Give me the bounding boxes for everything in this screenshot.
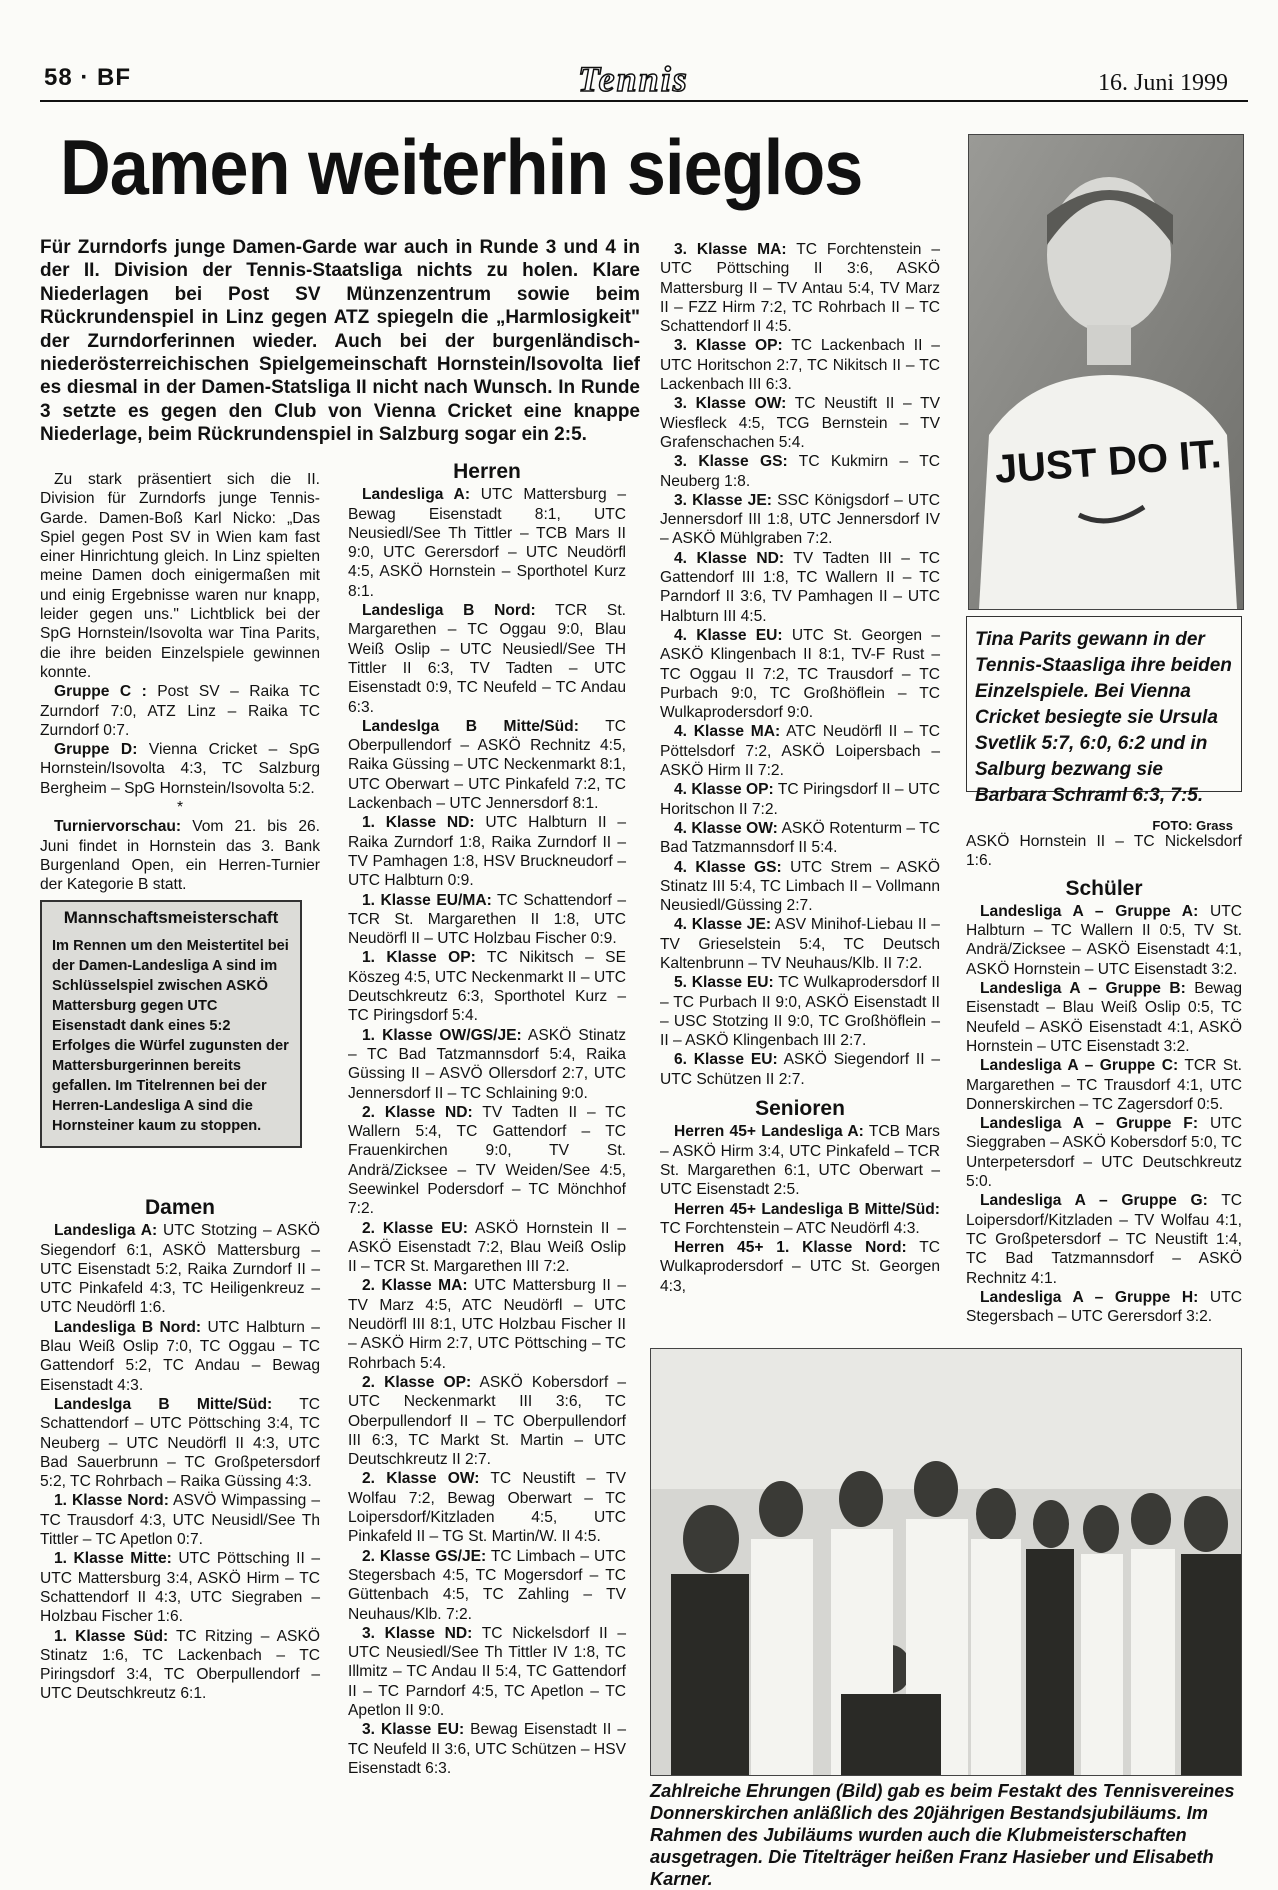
league-label: 2. Klasse OW: — [362, 1470, 480, 1488]
separator-star: * — [176, 799, 184, 817]
result-entry — [40, 1627, 320, 1704]
group-photo — [650, 1348, 1242, 1776]
league-label: 4. Klasse GS: — [674, 858, 782, 876]
result-entry — [660, 915, 940, 973]
league-results: TC Nickelsdorf II – UTC Neusiedl/See Th Tittler IV 1:8, TC Illmitz – TC Andau II 5:4, TC Gattendorf II – TC Parndorf 4:5, TC Apetlon – TC Apetlon II 9:0. — [348, 1624, 627, 1719]
league-label: 3. Klasse OW: — [674, 395, 787, 413]
result-entry — [660, 722, 940, 780]
league-label: Herren 45+ Landesliga B Mitte/Süd: — [674, 1200, 940, 1218]
league-results: TC Forchtenstein – UTC Pöttsching II 3:6, ASKÖ Mattersburg II – TV Antau 5:4, TV Marz II – FZZ Hirm 7:2, TC Rohrbach II – TC Schattendorf II 4:5. — [660, 241, 940, 336]
league-results: ASKÖ Kobersdorf – UTC Neckenmarkt III 3:6, TC Oberpullendorf II – TC Oberpullendorf III 6:3, TC Markt St. Martin – UTC Deutschkreutz II 2:7. — [348, 1373, 626, 1469]
league-label: 6. Klasse EU: — [674, 1051, 778, 1069]
league-label: 4. Klasse OP: — [674, 781, 774, 799]
league-label: 2. Klasse MA: — [362, 1277, 468, 1295]
league-results: UTC Strem – ASKÖ Stinatz III 5:4, TC Limbach II – Vollmann Neusiedl/Güssing 2:7. — [660, 858, 940, 915]
result-entry — [348, 717, 626, 813]
caption-text: Tina Parits gewann in der Tennis-Staasliga ihre beiden Einzelspiele. Bei Vienna Cricket besiegte sie Ursula Svetlik 5:7, 6:0, 6:2 und in Salburg bezwang sie Barbara Schraml 6:3, 7:5. — [975, 629, 1232, 806]
league-results: ASVÖ Wimpassing – TC Trausdorf 4:3, UTC Neusidl/See Th Tittler – TC Apetlon 0:7. — [40, 1492, 320, 1549]
result-entry — [40, 1318, 320, 1395]
league-results: TC Oberpullendorf – ASKÖ Rechnitz 4:5, Raika Güssing – UTC Neckenmarkt 8:1, UTC Oberwart – UTC Pinkafeld 7:2, TC Lackenbach – UTC Jennersdorf 8:1. — [348, 717, 626, 813]
result-entry — [660, 1050, 940, 1089]
result-entry — [966, 979, 1242, 1056]
league-results: TC Piringsdorf II – UTC Horitschon II 7:2. — [660, 781, 940, 818]
league-label: 1. Klasse Mitte: — [54, 1550, 172, 1568]
league-label: 3. Klasse GS: — [674, 453, 788, 471]
league-results: TC Wulkaprodersdorf II – TC Purbach II 9:0, ASKÖ Eisenstadt II – USC Stotzing II 9:0, TC Großhöflein – II – ASKÖ Klingenbach III 2:7. — [660, 974, 940, 1050]
player-photo-image — [969, 135, 1243, 609]
herren-section — [348, 462, 626, 1778]
league-results: TC Ritzing – ASKÖ Stinatz 1:6, TC Lackenbach – TC Piringsdorf 3:4, TC Oberpullendorf – UTC Deutschkreutz 6:1. — [40, 1627, 320, 1703]
league-label: Landesliga B Nord: — [54, 1318, 202, 1336]
schueler-heading: Schüler — [1065, 876, 1143, 900]
result-entry — [40, 1549, 320, 1626]
result-entry — [660, 819, 940, 858]
page-number: 58 · BF — [44, 64, 132, 91]
column-4 — [966, 832, 1242, 1326]
result-entry — [966, 1288, 1242, 1327]
info-box-title: Mannschaftsmeisterschaft — [63, 908, 279, 927]
result-entry — [40, 1395, 320, 1491]
result-entry — [966, 1114, 1242, 1191]
league-label: Landesliga A – Gruppe F: — [980, 1115, 1199, 1133]
result-entry — [660, 336, 940, 394]
result-entry — [660, 1200, 940, 1239]
league-label: Landesliga A – Gruppe H: — [980, 1288, 1199, 1306]
league-label: 1. Klasse ND: — [362, 814, 475, 832]
senioren-heading: Senioren — [755, 1097, 845, 1121]
league-results: TC Lackenbach II – UTC Horitschon 2:7, TC Nikitsch II – TC Lackenbach III 6:3. — [660, 337, 940, 394]
result-entry — [660, 858, 940, 916]
herren-results — [348, 485, 626, 1778]
league-label: Landesliga A: — [54, 1222, 158, 1240]
result-entry — [660, 394, 940, 452]
result-entry — [660, 452, 940, 491]
league-results: TC Forchtenstein – ATC Neudörfl 4:3. — [660, 1219, 920, 1237]
league-label: 3. Klasse ND: — [362, 1624, 473, 1642]
herren-results-continued — [660, 240, 940, 1089]
result-entry — [660, 626, 940, 722]
result-entry — [348, 1276, 626, 1372]
result-entry — [348, 1720, 626, 1778]
league-label: Herren 45+ 1. Klasse Nord: — [674, 1239, 907, 1257]
league-results: SSC Königsdorf – UTC Jennersdorf III 1:8, UTC Jennersdorf IV – ASKÖ Mühlgraben 7:2. — [660, 491, 940, 548]
league-label: 2. Klasse ND: — [362, 1103, 473, 1121]
issue-date: 16. Juni 1999 — [1098, 70, 1229, 96]
league-label: 2. Klasse GS/JE: — [362, 1547, 487, 1565]
group-label: Gruppe C : — [54, 683, 147, 701]
result-entry — [660, 491, 940, 549]
league-results: TC Neustift – TV Wolfau 7:2, Bewag Oberwart – TC Loipersdorf/Kitzladen 4:5, UTC Pinkafeld II – TG St. Martin/W. II 4:5. — [348, 1470, 626, 1546]
shirt-print: JUST DO IT. — [993, 432, 1223, 492]
section-title: Tennis — [578, 59, 689, 99]
league-results: TCB Mars – ASKÖ Hirm 3:4, UTC Pinkafeld – TCR St. Margarethen 6:1, UTC Oberwart – UTC Eisenstadt 2:5. — [660, 1123, 940, 1199]
league-results: TC Neustift II – TV Wiesfleck 4:5, TCG Bernstein – TV Grafenschachen 5:4. — [660, 395, 940, 451]
league-results: ASKÖ Siegendorf II – UTC Schützen II 2:7. — [660, 1051, 940, 1088]
league-label: 4. Klasse JE: — [674, 916, 772, 934]
league-label: 1. Klasse Nord: — [54, 1492, 169, 1510]
league-results: UTC Mattersburg II – TV Marz 4:5, ATC Neudörfl – UTC Neudörfl III 8:1, UTC Holzbau Fischer II – ASKÖ Hirm 2:7, UTC Pöttsching – TC Rohrbach 5:4. — [348, 1277, 626, 1372]
league-label: 4. Klasse EU: — [674, 626, 783, 644]
preview-label: Turniervorschau: — [54, 818, 182, 836]
league-results: TC Limbach – UTC Stegersbach 4:5, TC Mogersdorf – TC Güttenbach 4:5, TC Zahling – TV Neuhaus/Klb. 7:2. — [348, 1547, 626, 1623]
league-label: 3. Klasse MA: — [674, 241, 787, 258]
result-entry — [348, 891, 626, 949]
result-entry — [348, 1373, 626, 1469]
league-results: TV Tadten III – TC Gattendorf III 1:8, TC Wallern II – TC Parndorf II 3:6, TV Pamhagen II – UTC Halbturn III 4:5. — [660, 549, 940, 625]
league-results: ASKÖ Stinatz – TC Bad Tatzmannsdorf 5:4, Raika Güssing II – ASVÖ Ollersdorf 2:7, UTC Jennersdorf II – TC Schlaining 9:0. — [348, 1026, 627, 1102]
league-results: ATC Neudörfl II – TC Pöttelsdorf 7:2, ASKÖ Loipersbach – ASKÖ Hirm II 7:2. — [660, 723, 940, 780]
league-label: 1. Klasse OP: — [362, 949, 476, 967]
league-label: 1. Klasse EU/MA: — [362, 891, 492, 909]
league-results: UTC Stegersbach – UTC Gerersdorf 3:2. — [966, 1288, 1242, 1326]
league-results: ASKÖ Rotenturm – TC Bad Tatzmannsdorf II 5:4. — [660, 819, 941, 857]
result-entry — [348, 1547, 626, 1624]
league-label: 4. Klasse ND: — [674, 549, 785, 567]
header-rule — [40, 100, 1248, 102]
league-label: 4. Klasse MA: — [674, 723, 781, 741]
league-results: Bewag Eisenstadt II – TC Neufeld II 3:6, UTC Schützen – HSV Eisenstadt 6:3. — [348, 1721, 626, 1777]
league-results: ASKÖ Hornstein II – ASKÖ Eisenstadt 7:2, Blau Weiß Oslip II – TCR St. Margarethen III 7:2. — [348, 1219, 626, 1276]
result-entry — [348, 1103, 626, 1219]
league-label: 4. Klasse OW: — [674, 819, 778, 837]
league-results: UTC Halbturn – TC Wallern II 0:5, TV St. Andrä/Zicksee – ASKÖ Eisenstadt 4:1, ASKÖ Hornstein – UTC Eisenstadt 3:2. — [966, 902, 1242, 978]
herren-heading: Herren — [453, 460, 521, 483]
league-results: UTC Sieggraben – ASKÖ Kobersdorf 5:0, TC Unterpetersdorf – UTC Deutschkreutz 5:0. — [966, 1115, 1242, 1191]
result-entry — [660, 549, 940, 626]
result-entry — [966, 1056, 1242, 1114]
league-label: Landeslga B Mitte/Süd: — [54, 1395, 273, 1413]
league-label: 1. Klasse OW/GS/JE: — [362, 1026, 522, 1044]
league-label: 3. Klasse JE: — [674, 491, 772, 509]
league-results: UTC Halbturn II – Raika Zurndorf 1:8, Raika Zurndorf II – TV Pamhagen 1:8, HSV Bruckneudorf – UTC Halbturn 0:9. — [348, 814, 626, 890]
player-photo — [968, 134, 1244, 610]
group-text: Post SV – Raika TC Zurndorf 7:0, ATZ Linz – Raika TC Zurndorf 0:7. — [40, 683, 320, 739]
senioren-results — [660, 1122, 940, 1296]
result-entry — [348, 1624, 626, 1720]
photo-credit: FOTO: Grass — [1152, 818, 1233, 833]
continued-result: ASKÖ Hornstein II – TC Nickelsdorf 1:6. — [966, 833, 1242, 870]
group-photo-caption: Zahlreiche Ehrungen (Bild) gab es beim Festakt des Tennisvereines Donnerskirchen anläßlich des 20jährigen Bestandsjubiläums. Im Rahmen des Jubiläums wurden auch die Klubmeisterschaften ausgetragen. Die Titelträger heißen Franz Hasieber und Elisabeth Karner. — [650, 1781, 1235, 1889]
league-label: 1. Klasse Süd: — [54, 1627, 169, 1645]
result-entry — [348, 1026, 626, 1103]
league-results: UTC Halbturn – Blau Weiß Oslip 7:0, TC Oggau – TC Gattendorf 5:2, TC Andau – Bewag Eisenstadt 4:3. — [40, 1318, 320, 1394]
result-entry — [660, 240, 940, 336]
league-label: Landesliga A – Gruppe A: — [980, 902, 1199, 920]
intro-paragraph: Zu stark präsentiert sich die II. Division für Zurndorfs junge Tennis-Garde. Damen-Boß Karl Nicko: „Das Spiel gegen Post SV in Wien kam fast einer Hinrichtung gleich. In Linz spielten meine Damen doch einigermaßen mit und einig Ergebnisse waren nur knapp, leider gegen uns." Lichtblick bei der SpG Hornstein/Isovolta war Tina Parits, die ihre beiden Einzelspiele gewinnen konnte. — [40, 471, 320, 681]
league-results: TC Wulkaprodersdorf – UTC St. Georgen 4:3, — [660, 1239, 940, 1295]
result-entry — [40, 1491, 320, 1549]
info-box — [40, 900, 302, 1148]
league-label: Landesliga B Nord: — [362, 602, 536, 620]
league-results: TCR St. Margarethen – TC Trausdorf 4:1, UTC Donnerskirchen – TC Zagersdorf 0:5. — [966, 1057, 1242, 1113]
damen-heading: Damen — [144, 1196, 216, 1219]
group-photo-image — [651, 1349, 1241, 1775]
lead-paragraph: Für Zurndorfs junge Damen-Garde war auch in Runde 3 und 4 in der II. Division der Tennis-Staatsliga nichts zu holen. Klare Niederlagen bei Post SV Münzenzentrum sowie beim Rückrundenspiel in Linz gegen ATZ spiegeln die „Harmlosigkeit" der Zurndorferinnen wieder. Auch bei der burgenländisch-niederösterreichischen Spielgemeinschaft Hornstein/Isovolta lief es diesmal in der Damen-Statsliga II nicht nach Wunsch. In Runde 3 setzte es gegen den Club von Vienna Cricket eine knappe Niederlage, beim Rückrundenspiel in Salzburg sogar ein 2:5. — [40, 237, 640, 446]
league-label: 2. Klasse EU: — [362, 1219, 468, 1237]
result-entry — [660, 780, 940, 819]
league-results: UTC St. Georgen – ASKÖ Klingenbach II 8:1, TV-F Rust – TC Oggau II 7:2, TC Trausdorf – TC Purbach 9:0, TC Großhöflein – TC Wulkaprodersdorf 9:0. — [660, 626, 940, 722]
league-label: 3. Klasse OP: — [674, 337, 783, 355]
result-entry — [348, 1469, 626, 1546]
league-label: Herren 45+ Landesliga A: — [674, 1123, 864, 1141]
column-3 — [660, 240, 940, 1296]
result-entry — [966, 902, 1242, 979]
league-label: Landesliga A: — [362, 486, 471, 504]
league-results: ASV Minihof-Liebau II – TV Grieselstein 5:4, TC Deutsch Kaltenbrunn – TV Neuhaus/Klb. II 7:2. — [660, 916, 940, 972]
league-results: TC Schattendorf – TCR St. Margarethen II 1:8, UTC Neudörfl II – UTC Holzbau Fischer 0:9. — [348, 891, 626, 948]
league-results: TC Nikitsch – SE Köszeg 4:5, UTC Neckenmarkt II – UTC Deutschkreutz 6:3, Sporthotel Kurz – TC Piringsdorf 5:4. — [348, 949, 626, 1025]
league-label: 5. Klasse EU: — [674, 974, 774, 992]
column-1 — [40, 470, 320, 895]
player-photo-caption — [966, 616, 1242, 833]
result-entry — [660, 973, 940, 1050]
result-entry — [348, 601, 626, 717]
result-entry — [348, 485, 626, 601]
damen-section — [40, 1194, 320, 1704]
league-results: UTC Pöttsching II – UTC Mattersburg 3:4, ASKÖ Hirm – TC Schattendorf II 4:3, UTC Siegraben – Holzbau Fischer 1:6. — [40, 1550, 320, 1626]
league-label: Landesliga A – Gruppe G: — [980, 1192, 1208, 1210]
league-label: 2. Klasse OP: — [362, 1373, 472, 1391]
league-results: Bewag Eisenstadt – Blau Weiß Oslip 0:5, TC Neufeld – ASKÖ Eisenstadt 4:1, ASKÖ Hornstein – UTC Eisenstadt 3:2. — [966, 980, 1242, 1055]
league-results: TC Loipersdorf/Kitzladen – TV Wolfau 4:1, TC Großpetersdorf – TC Neustift 1:4, TC Bad Tatzmannsdorf – ASKÖ Rechnitz 4:1. — [966, 1192, 1242, 1287]
schueler-results — [966, 902, 1242, 1327]
headline: Damen weiterhin sieglos — [60, 123, 863, 211]
league-results: UTC Mattersburg – Bewag Eisenstadt 8:1, UTC Neusiedl/See Th Tittler – TCB Mars II 9:0, UTC Gerersdorf – UTC Neudörfl 4:5, ASKÖ Hornstein – Sporthotel Kurz 8:1. — [348, 486, 626, 600]
league-results: TV Tadten II – TC Wallern 5:4, TC Gattendorf – TC Frauenkirchen 9:0, TV St. Andrä/Zicksee – TV Weiden/See 4:5, Seewinkel Podersdorf – TC Mönchhof 7:2. — [348, 1103, 627, 1218]
league-label: Landeslga B Mitte/Süd: — [362, 717, 579, 735]
league-results: UTC Stotzing – ASKÖ Siegendorf 6:1, ASKÖ Mattersburg – UTC Eisenstadt 5:2, Raika Zurndorf II – UTC Pinkafeld 4:3, TC Heiligenkreuz – UTC Neudörfl 1:6. — [40, 1222, 320, 1317]
result-entry — [348, 948, 626, 1025]
league-results: TC Schattendorf – UTC Pöttsching 3:4, TC Neuberg – UTC Neudörfl II 4:3, UTC Bad Sauerbrunn – TC Großpetersdorf 5:2, TC Rohrbach – Raika Güssing 4:3. — [40, 1395, 320, 1491]
league-label: 3. Klasse EU: — [362, 1721, 465, 1739]
damen-results — [40, 1221, 320, 1703]
league-label: Landesliga A – Gruppe B: — [980, 980, 1186, 998]
result-entry — [40, 1221, 320, 1317]
group-label: Gruppe D: — [54, 741, 138, 759]
info-box-body: Im Rennen um den Meistertitel bei der Damen-Landesliga A sind im Schlüsselspiel zwischen ASKÖ Mattersburg gegen UTC Eisenstadt dank eines 5:2 Erfolges die Würfel zugunsten der Mattersburgerinnen bereits gefallen. Im Titelrennen bei der Herren-Landesliga A sind die Hornsteiner kaum zu stoppen. — [52, 938, 289, 1134]
result-entry — [348, 1219, 626, 1277]
result-entry — [348, 813, 626, 890]
result-entry — [660, 1122, 940, 1199]
league-results: TC Kukmirn – TC Neuberg 1:8. — [660, 453, 940, 490]
result-entry — [966, 1191, 1242, 1287]
preview-text: Vom 21. bis 26. Juni findet in Hornstein das 3. Bank Burgenland Open, ein Herren-Turnier der Kategorie B statt. — [40, 818, 320, 894]
group-text: Vienna Cricket – SpG Hornstein/Isovolta 4:3, TC Salzburg Bergheim – SpG Hornstein/Isovolta 5:2. — [40, 741, 320, 797]
league-label: Landesliga A – Gruppe C: — [980, 1057, 1179, 1075]
league-results: TCR St. Margarethen – TC Oggau 9:0, Blau Weiß Oslip – UTC Neusiedl/See TH Tittler II 6:3, TV Tadten – UTC Eisenstadt 0:9, TC Neufeld – TC Andau 6:3. — [348, 602, 626, 716]
result-entry — [660, 1238, 940, 1296]
